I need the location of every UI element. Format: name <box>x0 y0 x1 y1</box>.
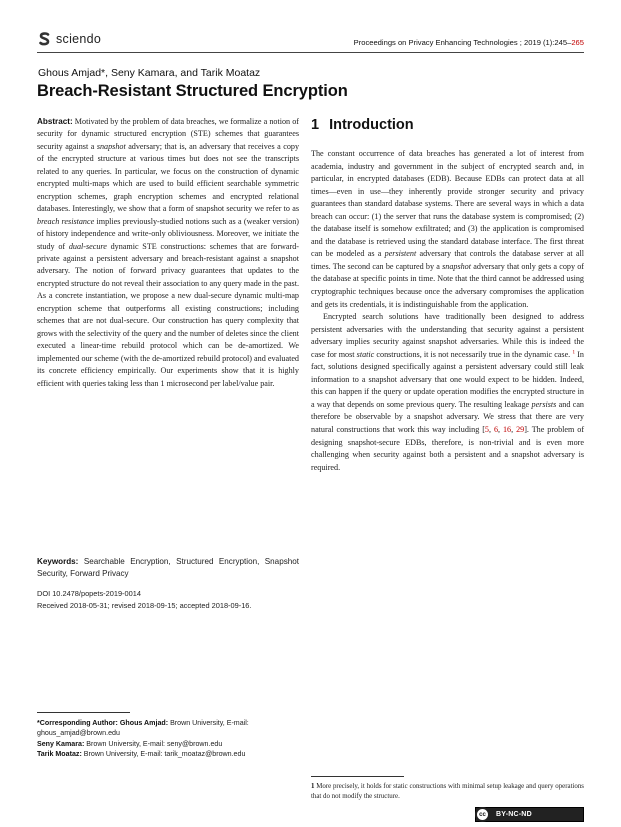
abstract-text: Motivated by the problem of data breaches, we formalize a notion of security for dynamic structured encryption (STE) schemes that guarantees security against a <box>37 117 299 151</box>
paragraph <box>311 148 584 311</box>
paragraph-text: In fact, solutions designed specifically against a persistent adversary could still leak information to a snapshot adversary that one would expect to be hidden. Indeed, this can happen if the query or update operation modifies the encrypted structure in a way that depends on some previous query. The resulting leakage <box>311 349 584 409</box>
header-divider <box>37 52 584 53</box>
footnote <box>311 782 584 801</box>
paragraph-text: ]. The problem of designing snapshot-secure EDBs, therefore, is non-trivial and is even more challenging when security against both a persistent and a snapshot adversary is required. <box>311 425 585 472</box>
sciendo-mark-icon <box>38 32 51 46</box>
logo-text: sciendo <box>56 32 102 46</box>
footnote-divider <box>311 776 404 777</box>
abstract-emphasis: breach resistance <box>37 216 95 226</box>
abstract-text: dynamic STE constructions: schemes that are forward-private against a persistent adversary and breach-resistant against a snapshot adversary. The notion of forward privacy guarantees that updates to the encrypted structure do not reveal their association to any query made in the past. As a concrete instantiation, we propose a new dual-secure dynamic multi-map encryption scheme that outperforms all existing constructions; including schemes that are not dual-secure. Our construction has query complexity that grows with the selectivity of the query and the number of deletes since the client executed a linear-time rebuild protocol which can be de-amortized. We implemented our scheme (with the de-amortized rebuild protocol) and evaluated its concrete efficiency empirically. Our experiments show that it is highly efficient with queries taking less than 1 microsecond per label/value pair. <box>37 241 300 388</box>
footnote-divider <box>37 712 130 713</box>
author-label: Seny Kamara: <box>37 739 85 748</box>
author-affiliation-text: Brown University, E-mail: seny@brown.edu <box>84 739 223 748</box>
page-range-link[interactable]: 265 <box>571 38 584 47</box>
abstract-label: Abstract: <box>37 117 73 126</box>
footnote-ref-link[interactable]: 1 <box>572 349 576 356</box>
sciendo-logo[interactable] <box>38 32 101 46</box>
abstract <box>37 116 299 390</box>
footnote-number: 1 <box>311 783 315 790</box>
keywords-text: Searchable Encryption, Structured Encryption, Snapshot Security, Forward Privacy <box>37 557 299 579</box>
author-affiliation-text: Brown University, E-mail: tarik_moataz@brown.edu <box>81 750 246 759</box>
received-dates: Received 2018-05-31; revised 2018-09-15; accepted 2018-09-16. <box>37 601 252 610</box>
paragraph-text: adversary that controls the database server at all times. The second can be captured by a <box>311 249 585 271</box>
journal-citation <box>354 38 584 47</box>
author-list: Ghous Amjad*, Seny Kamara, and Tarik Moataz <box>38 67 261 79</box>
keywords <box>37 556 299 581</box>
abstract-emphasis: snapshot <box>96 141 126 151</box>
citation-link[interactable]: 29 <box>516 425 525 435</box>
citation-separator: , <box>488 425 494 435</box>
abstract-text: adversary; that is, an adversary that receives a copy of the encrypted structure at various times but does not see the transcripts related to any queries. In particular, we focus on the construction of dynamic encrypted multi-maps which are used to build efficient searchable symmetric encryption schemes, graph encryption schemes and encrypted relational databases. Interestingly, we show that a form of snapshot security we refer to as <box>37 141 300 214</box>
journal-name: Proceedings on Privacy Enhancing Technologies ; 2019 (1):245– <box>353 38 572 47</box>
paragraph-text: adversary that only gets a copy of the database at specific points in time. Note that the third cannot be addressed using cryptographic techniques because once the adversary compromises the application and gets its credentials, it is indistinguishable from the application. <box>311 261 585 309</box>
abstract-text: implies previously-studied notions such as a (weaker version) of history independence and write-only obliviousness. Moreover, we initiate the study of <box>37 216 299 251</box>
section-title: Introduction <box>329 117 414 133</box>
emphasis: static <box>356 349 375 359</box>
paragraph-text: The constant occurrence of data breaches has generated a lot of interest from academia, industry and government in the subject of encrypted search and, in particular, in encrypted databases (EDB). Because EDBs can protect data at all times—even in use—they inherently provide stronger security and privacy guarantees than standard database systems. There are several ways in which a data breach can occur: (1) the server that runs the database system is compromised; (2) the database itself is somehow exfiltrated; and (3) the application is compromised and the database is retrieved using the standard database interface. The first threat can be modeled as a <box>311 149 584 259</box>
paragraph-text: Encrypted search solutions have traditionally been designed to address persistent adversaries with the understanding that security against a persistent adversary implies security against snapshot adversaries. While this is indeed the case for most <box>311 312 584 359</box>
citation-link[interactable]: 5 <box>484 425 489 435</box>
citation-separator: , <box>511 425 517 435</box>
doi: DOI 10.2478/popets-2019-0014 <box>37 589 141 598</box>
section-number: 1 <box>311 117 320 133</box>
corresponding-author-label: *Corresponding Author: Ghous Amjad: <box>37 719 169 727</box>
keywords-label: Keywords: <box>37 557 79 566</box>
introduction-body <box>311 148 584 474</box>
section-heading <box>311 117 414 133</box>
license-label: BY-NC-ND <box>496 811 532 818</box>
footnote-text: More precisely, it holds for static constructions with minimal setup leakage and query operations that do not modify the structure. <box>311 783 584 800</box>
paragraph-text: constructions, it is not necessarily true in the dynamic case. <box>374 349 573 359</box>
citation-separator: , <box>498 425 503 435</box>
emphasis: snapshot <box>442 261 471 271</box>
author-label: Tarik Moataz: <box>37 750 82 759</box>
paper-title: Breach-Resistant Structured Encryption <box>37 82 348 100</box>
abstract-emphasis: dual-secure <box>68 241 107 251</box>
author-affiliations <box>37 718 299 760</box>
citation-link[interactable]: 6 <box>493 425 498 435</box>
paragraph <box>311 311 584 474</box>
cc-license-badge[interactable] <box>475 807 584 822</box>
citation-link[interactable]: 16 <box>502 425 512 435</box>
emphasis: persistent <box>384 249 417 259</box>
creative-commons-icon: cc <box>475 807 490 822</box>
paragraph-text: and can therefore be observable by a snapshot adversary. We stress that there are very natural constructions that work this way including [ <box>311 399 584 435</box>
emphasis: persists <box>531 399 557 409</box>
corresponding-author-text: Brown University, E-mail: ghous_amjad@brown.edu <box>37 719 249 738</box>
